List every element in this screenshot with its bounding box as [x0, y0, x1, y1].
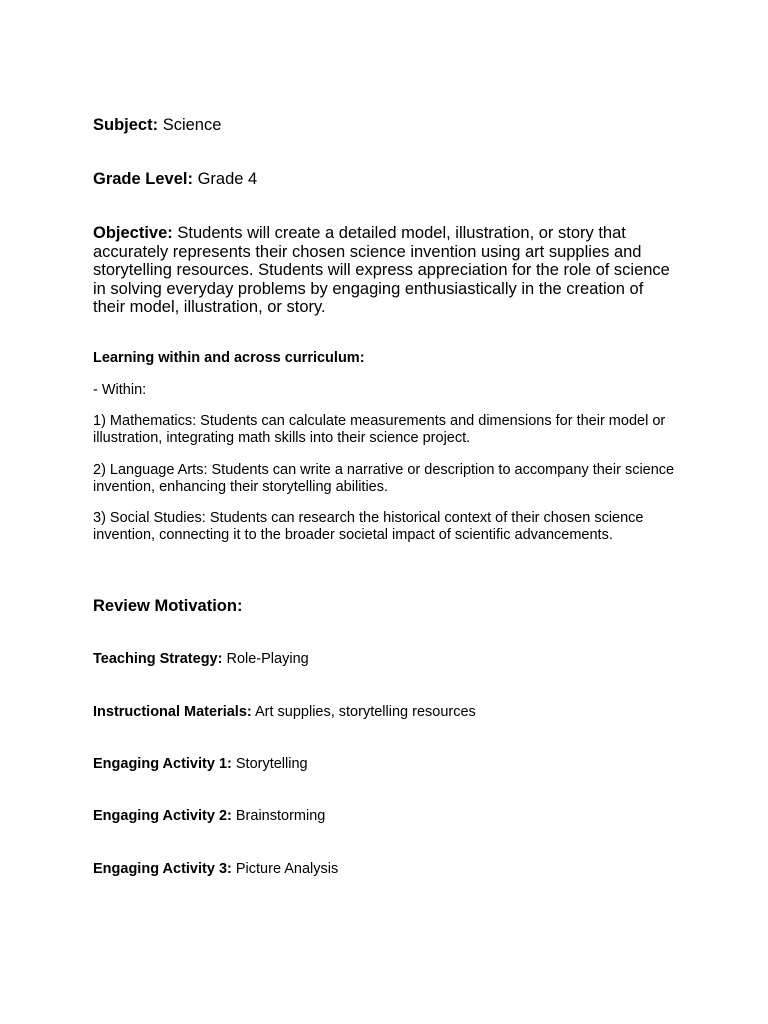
subject-label: Subject:: [93, 116, 159, 134]
engaging-activity-label: Engaging Activity 2:: [93, 808, 232, 824]
learning-heading: Learning within and across curriculum:: [93, 350, 365, 366]
objective-label: Objective:: [93, 224, 173, 242]
engaging-activity-value: Picture Analysis: [235, 861, 339, 877]
objective-paragraph: [93, 224, 678, 317]
teaching-strategy-value: Role-Playing: [226, 651, 309, 667]
document-page: [93, 0, 678, 1024]
instructional-materials-line: [93, 704, 476, 721]
grade-level-label: Grade Level:: [93, 170, 193, 188]
engaging-activity-1-line: [93, 756, 308, 773]
engaging-activity-label: Engaging Activity 1:: [93, 756, 232, 772]
learning-item-social-studies: 3) Social Studies: Students can research the historical context of their chosen science invention, connecting it to the broader societal impact of scientific advancements.: [93, 510, 644, 543]
grade-level-line: [93, 170, 257, 189]
instructional-materials-label: Instructional Materials:: [93, 704, 252, 720]
grade-level-value: Grade 4: [197, 170, 258, 188]
learning-item-language-arts: 2) Language Arts: Students can write a narrative or description to accompany their science invention, enhancing their storytelling abilities.: [93, 462, 675, 495]
engaging-activity-value: Brainstorming: [235, 808, 326, 824]
subject-line: [93, 116, 221, 135]
objective-text: Students will create a detailed model, illustration, or story that accurately represents their chosen science invention using art supplies and storytelling resources. Students will express appreciation for the role of science in solving everyday problems by engaging enthusiastically in the creation of their model, illustration, or story.: [93, 224, 670, 317]
engaging-activity-3-line: [93, 861, 338, 878]
learning-within: - Within:: [93, 382, 147, 398]
engaging-activity-2-line: [93, 808, 325, 825]
teaching-strategy-line: [93, 651, 309, 668]
teaching-strategy-label: Teaching Strategy:: [93, 651, 223, 667]
learning-item-mathematics: 1) Mathematics: Students can calculate measurements and dimensions for their model or illustration, integrating math skills into their science project.: [93, 413, 666, 446]
review-motivation-heading: Review Motivation:: [93, 597, 243, 615]
instructional-materials-value: Art supplies, storytelling resources: [254, 704, 476, 720]
engaging-activity-value: Storytelling: [235, 756, 308, 772]
subject-value: Science: [162, 116, 222, 134]
engaging-activity-label: Engaging Activity 3:: [93, 861, 232, 877]
